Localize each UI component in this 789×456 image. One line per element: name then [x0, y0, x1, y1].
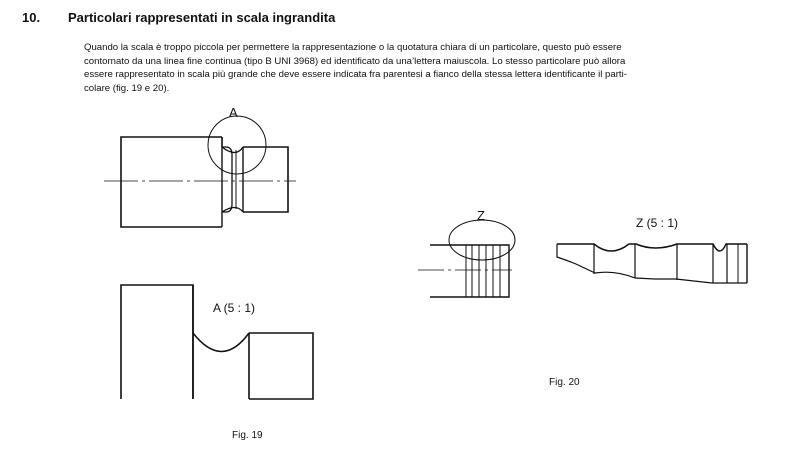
- fig19-caption: Fig. 19: [232, 430, 263, 441]
- paragraph-line: Quando la scala è troppo piccola per permettere la rappresentazione o la quotatura chiara di un particolare, questo può essere: [84, 42, 622, 53]
- paragraph-line: essere rappresentato in scala più grande che deve essere indicata fra parentesi a fianco della stessa lettera identificante il parti-: [84, 69, 627, 80]
- fig20-enlarged-detail: [557, 244, 747, 283]
- fig19-detail-label: A (5 : 1): [213, 301, 256, 315]
- fig20-part-view: [418, 220, 515, 297]
- fig20-caption: Fig. 20: [549, 377, 580, 388]
- fig19-detail-letter: A: [229, 105, 238, 120]
- paragraph-line: colare (fig. 19 e 20).: [84, 82, 170, 94]
- fig19-shaft-view: [104, 116, 296, 227]
- section-title: Particolari rappresentati in scala ingrandita: [68, 10, 336, 25]
- fig20-detail-letter: Z: [477, 208, 485, 223]
- fig20-detail-label: Z (5 : 1): [636, 216, 679, 230]
- paragraph-line: contornato da una linea fine continua (tipo B UNI 3968) ed identificato da una’lettera maiuscola. Lo stesso particolare può allora: [84, 55, 626, 67]
- section-number: 10.: [22, 10, 41, 25]
